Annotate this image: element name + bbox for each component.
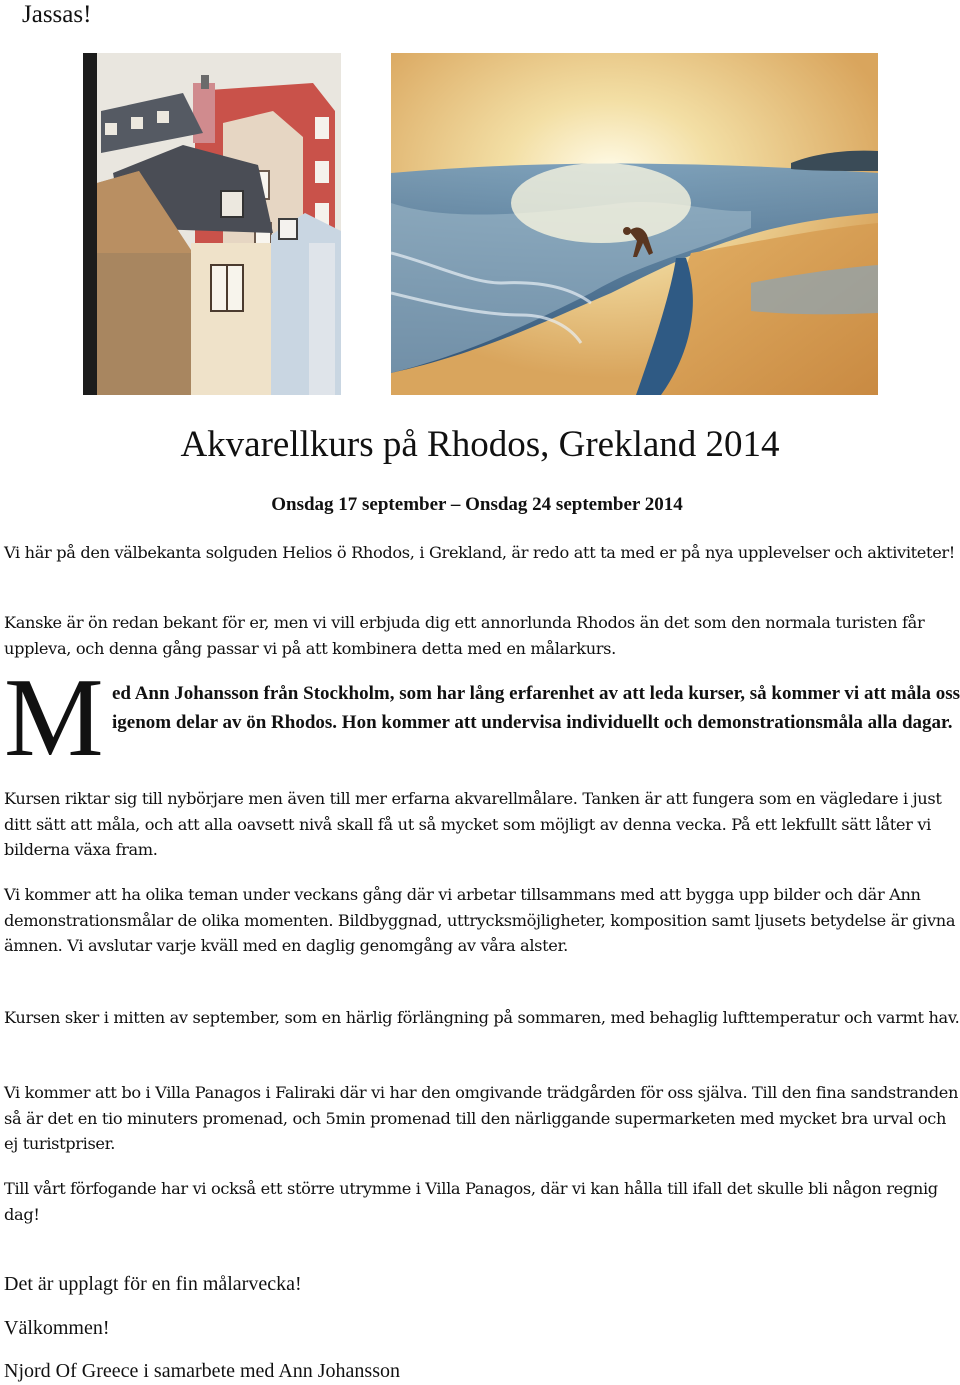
closing-line: Det är upplagt för en fin målarvecka! (4, 1273, 302, 1295)
paragraph-teacher: ed Ann Johansson från Stockholm, som har lång erfarenhet av att leda kurser, så kommer vi att måla oss igenom delar av ön Rhodos. Hon kommer att undervisa individuellt och demonstrationsmåla alla dagar. (112, 683, 960, 733)
paragraph-rhodos: Kanske är ön redan bekant för er, men vi vill erbjuda dig ett annorlunda Rhodos än det som den normala turisten får uppleva, och denna gång passar vi på att kombinera detta med en målarkurs. (4, 613, 925, 658)
paragraph-season: Kursen sker i mitten av september, som en härlig förlängning på sommaren, med behaglig lufttemperatur och varmt hav. (4, 1008, 960, 1027)
page-title: Akvarellkurs på Rhodos, Grekland 2014 (180, 424, 780, 465)
paragraph-accommodation: Vi kommer att bo i Villa Panagos i Faliraki där vi har den omgivande trädgården för oss själva. Till den fina sandstranden så är det en tio minuters promenad, och 5min promenad till den närliggande supermarketen med mycket bra urval och ej turistpriser. (4, 1083, 959, 1153)
drop-cap: M (4, 656, 104, 780)
paragraph-target-group: Kursen riktar sig till nybörjare men även till mer erfarna akvarellmålare. Tanken är att fungera som en vägledare i just ditt sätt att måla, och att alla oavsett nivå skall få ut så mycket som möjligt av denna vecka. På ett lekfullt sätt låter vi bilderna växa fram. (4, 789, 942, 859)
paragraph-intro: Vi här på den välbekanta solguden Helios ö Rhodos, i Grekland, är redo att ta med er på nya upplevelser och aktiviteter! (4, 543, 955, 562)
beach-watercolor-svg (391, 53, 878, 395)
welcome-line: Välkommen! (4, 1317, 110, 1339)
paragraph-themes: Vi kommer att ha olika teman under veckans gång där vi arbetar tillsammans med att bygga upp bilder och där Ann demonstrationsmålar de olika momenten. Bildbyggnad, uttrycksmöjligheter, komposition samt ljusets betydelse är givna ämnen. Vi avslutar varje kväll med en daglig genomgång av våra alster. (4, 885, 956, 955)
houses-watercolor-svg (83, 53, 341, 395)
signature-line: Njord Of Greece i samarbete med Ann Johansson (4, 1360, 400, 1382)
greeting: Jassas! (22, 1, 92, 28)
painting-beach-sunset-image (391, 53, 878, 395)
date-subtitle: Onsdag 17 september – Onsdag 24 september 2014 (271, 494, 683, 515)
paragraph-rain: Till vårt förfogande har vi också ett större utrymme i Villa Panagos, där vi kan hålla till ifall det skulle bli någon regnig dag! (4, 1179, 938, 1224)
painting-houses-image (83, 53, 341, 395)
